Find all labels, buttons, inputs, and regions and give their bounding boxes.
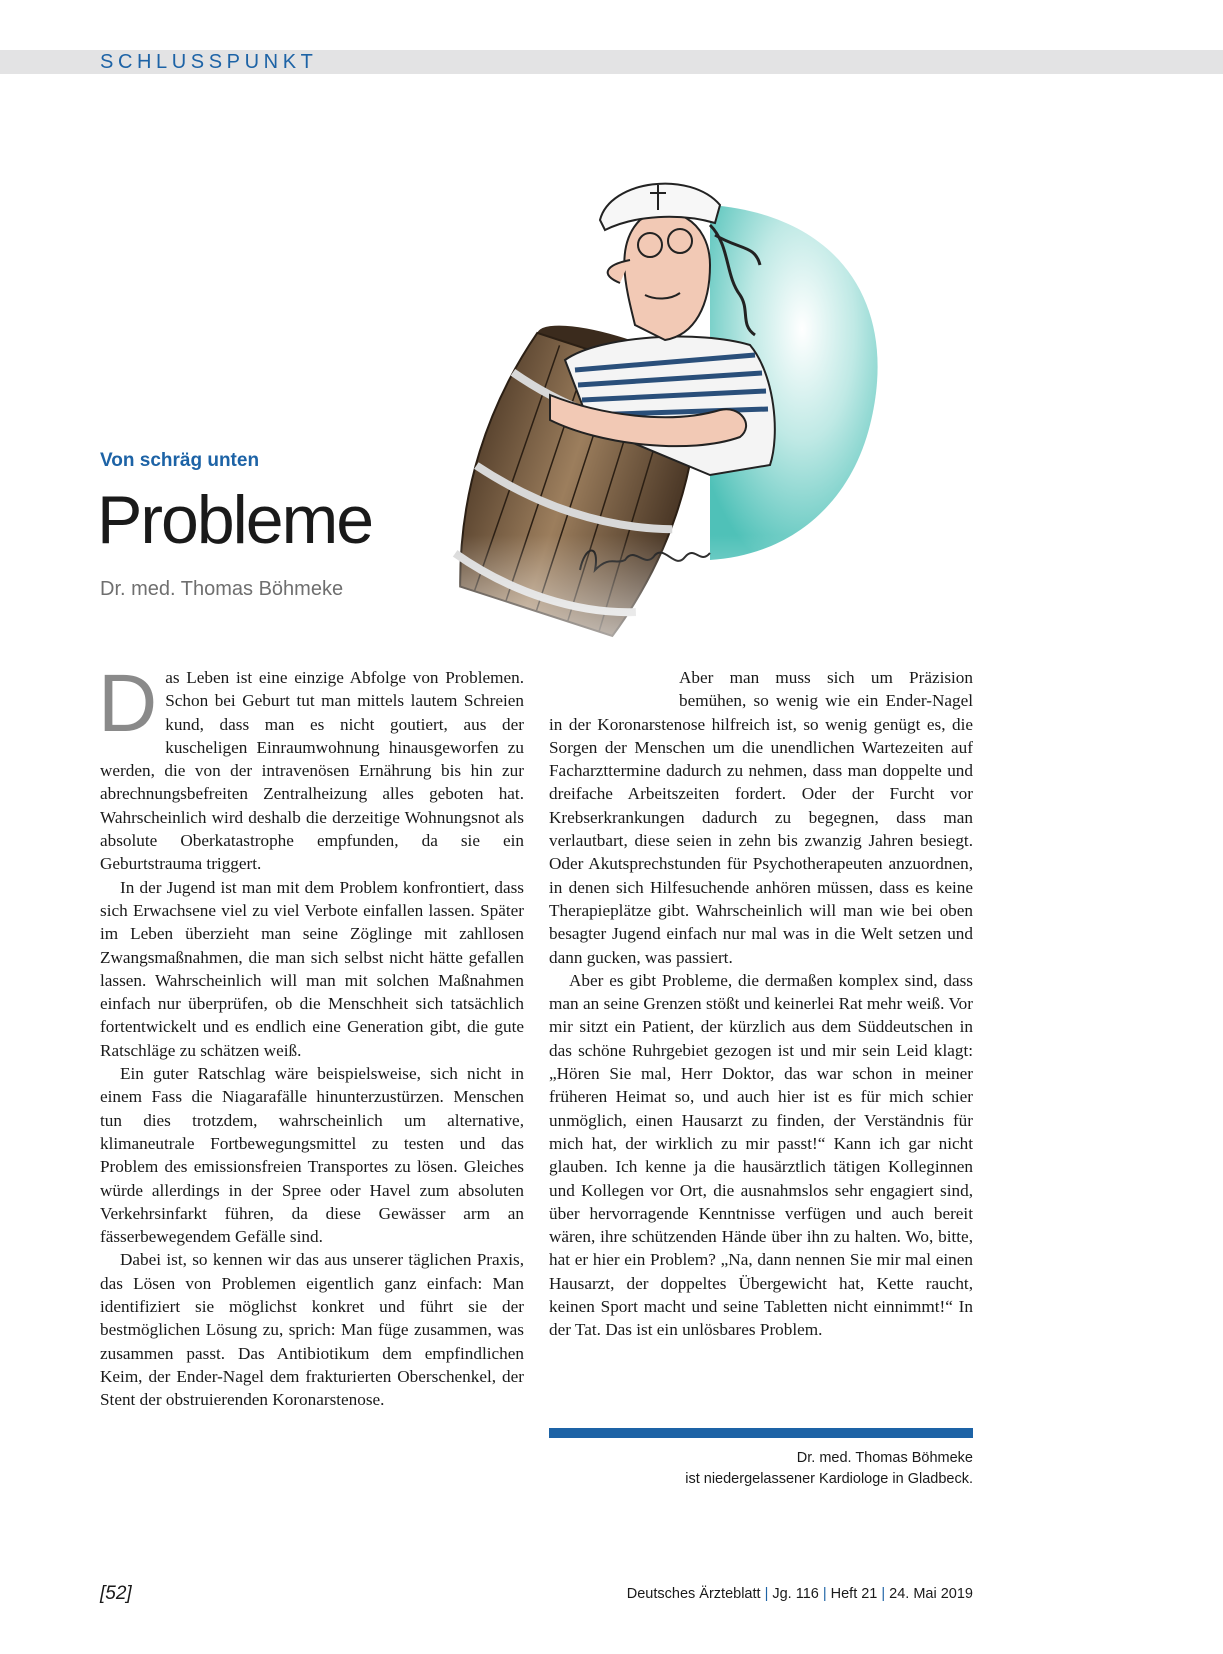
paragraph: Ein guter Ratschlag wäre beispielsweise, sich nicht in einem Fass die Niagarafälle hinunterzustürzen. Menschen tun dies trotzdem, wahrscheinlich um alternative, klimaneutrale Fortbewegungsmittel zu testen und das Problem des emissionsfreien Transportes zu lösen. Gleiches würde allerdings in der Spree oder Havel zum absoluten Verkehrsinfarkt führen, da diese Gewässer arm an fässerbewegendem Gefälle sind.	[100, 1064, 524, 1247]
journal-volume: Jg. 116	[772, 1586, 819, 1602]
author-bio	[549, 1448, 973, 1490]
paragraph: Dabei ist, so kennen wir das aus unserer täglichen Praxis, das Lösen von Problemen eigentlich ganz einfach: Man identifiziert sie möglichst konkret und führt sie der bestmöglichen Lösung zu, sprich: Man füge zusammen, was zusammen passt. Das Antibiotikum dem empfindlichen Keim, der Ender-Nagel dem frakturierten Oberschenkel, der Stent der obstruierenden Koronarstenose.	[100, 1250, 524, 1410]
paragraph: Das Leben ist eine einzige Abfolge von Problemen. Schon bei Geburt tut man mittels lautem Schreien kund, dass man es nicht goutiert, aus der kuscheligen Einraumwohnung hinausgeworfen zu werden, die von der intravenösen Ernährung bis hin zur abrechnungsbefreiten Zentralheizung alles geboten hat. Wahrscheinlich wird deshalb die derzeitige Wohnungsnot als absolute Oberkatastrophe empfunden, da sie ein Geburtstrauma triggert.	[98, 658, 524, 874]
drop-cap: D	[98, 658, 158, 749]
paragraph: Aber man muss sich um Präzision bemühen, so wenig wie ein Ender-Nagel in der Koronarstenose hilfreich ist, so wenig genügt es, die Sorgen der Menschen um die unendlichen Wartezeiten auf Facharzttermine dadurch zu nehmen, dass man doppelte und dreifache Arbeitszeiten fordert. Oder der Furcht vor Krebserkrankungen dadurch zu begegnen, dass man verlautbart, diese seien in zehn bis zwanzig Jahren besiegt. Oder Akutsprechstunden für Psychotherapeuten anzuordnen, in denen sich Hilfesuchende anhören müssen, dass es keine Therapieplätze gibt. Wahrscheinlich will man wie bei oben besagter Jugend einfach nur mal was in die Welt setzen und dann gucken, was passiert.	[549, 668, 973, 967]
bio-name: Dr. med. Thomas Böhmeke	[796, 1450, 973, 1466]
article-title: Probleme	[97, 482, 373, 558]
sailor-in-barrel-illustration	[410, 175, 930, 695]
page-number: [52]	[100, 1583, 132, 1604]
article-author: Dr. med. Thomas Böhmeke	[100, 578, 344, 600]
bio-divider	[549, 1428, 973, 1438]
bio-text: ist niedergelassener Kardiologe in Gladbeck.	[685, 1471, 973, 1487]
article-column-left	[98, 658, 524, 1412]
paragraph: In der Jugend ist man mit dem Problem konfrontiert, dass sich Erwachsene viel zu viel Verbote einfallen lassen. Später im Leben überzieht man seine Zöglinge mit zahllosen Zwangsmaßnahmen, die man sich selbst nicht hätte gefallen lassen. Wahrscheinlich will man mit solchen Maßnahmen einfach nur überprüfen, ob die Menschheit sich tatsächlich fortentwickelt und es endlich eine Generation gibt, die gute Ratschläge zu schätzen weiß.	[100, 877, 524, 1060]
article-column-right	[549, 666, 973, 1342]
journal-date: 24. Mai 2019	[889, 1586, 973, 1602]
paragraph: Aber es gibt Probleme, die dermaßen komplex sind, dass man an seine Grenzen stößt und keinerlei Rat mehr weiß. Vor mir sitzt ein Patient, der kürzlich aus dem Süddeutschen in das schöne Ruhrgebiet gezogen ist und mir sein Leid klagt: „Hören Sie mal, Herr Doktor, das war schon in meiner früheren Heimat so, und auch hier ist es für mich schier unmöglich, einen Hausarzt zu finden, der Verständnis für mich hat, der wirklich zu mir passt!“ Kann ich gar nicht glauben. Ich kenne ja die hausärztlich tätigen Kolleginnen und Kollegen vor Ort, die ausnahmslos sehr engagiert sind, über hervorragende Kenntnisse verfügen und auch bereit wären, ihre schützenden Hände über ihn zu halten. Wo, bitte, hat er hier ein Problem? „Na, dann nennen Sie mir mal einen Hausarzt, der doppeltes Übergewicht hat, Kette raucht, keinen Sport macht und seine Tabletten nicht einnimmt!“ In der Tat. Das ist ein unlösbares Problem.	[549, 970, 973, 1340]
section-label: SCHLUSSPUNKT	[100, 51, 318, 73]
journal-issue: Heft 21	[830, 1586, 878, 1602]
article-kicker: Von schräg unten	[100, 450, 260, 471]
journal-name: Deutsches Ärzteblatt	[626, 1586, 761, 1602]
journal-footer: Deutsches Ärzteblatt | Jg. 116 | Heft 21 | 24. Mai 2019	[626, 1586, 973, 1602]
